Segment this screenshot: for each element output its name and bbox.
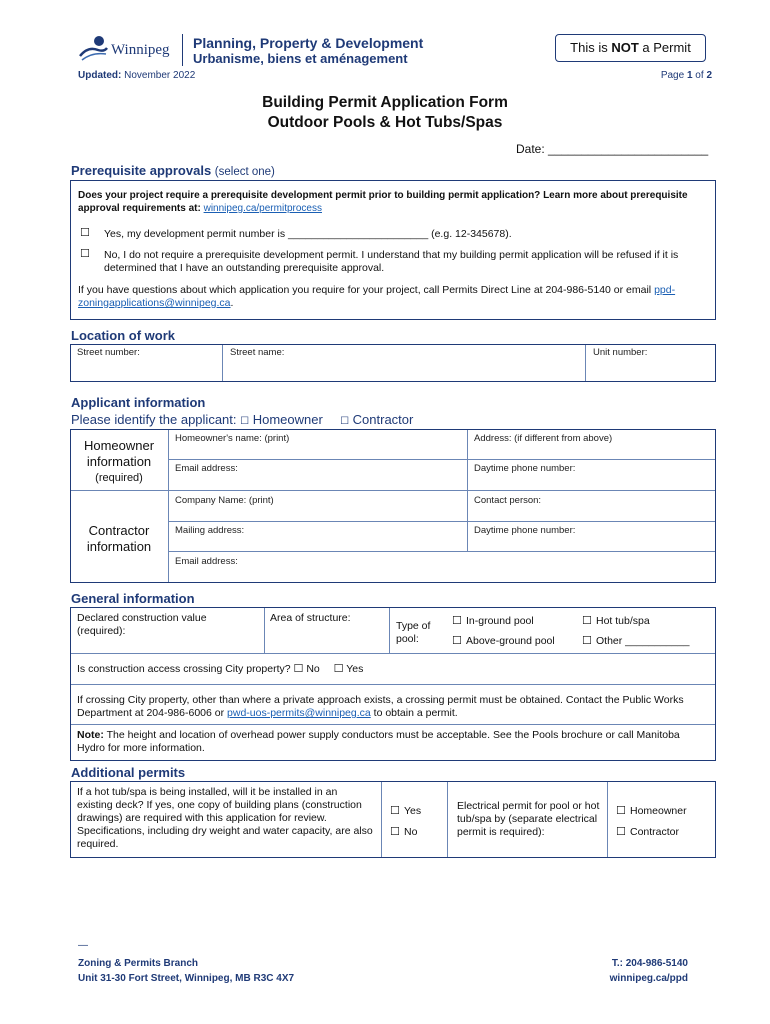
homeowner-option-label: Homeowner — [252, 412, 323, 427]
contractor-option-label: Contractor — [352, 412, 414, 427]
prereq-question — [78, 189, 710, 215]
additional-section-title: Additional permits — [71, 765, 186, 780]
homeowner-label-line1: Homeowner — [83, 438, 155, 453]
unit-number-field[interactable]: Unit number: — [593, 347, 648, 358]
prereq-questions — [78, 284, 710, 310]
page-total: 2 — [706, 70, 712, 81]
general-section-title: General information — [71, 591, 195, 606]
general-row-line-2 — [71, 684, 715, 685]
access-yes-checkbox[interactable]: ☐ — [333, 662, 344, 675]
street-number-field[interactable]: Street number: — [77, 347, 140, 358]
homeowner-required: (required) — [95, 472, 143, 484]
updated-date — [78, 70, 195, 81]
applicant-col-divider-1 — [467, 430, 468, 490]
electrical-contractor-label: Contractor — [630, 826, 680, 838]
prereq-title-note: (select one) — [214, 166, 275, 178]
homeowner-phone-field[interactable]: Daytime phone number: — [474, 463, 576, 474]
hottub-label: Hot tub/spa — [596, 615, 650, 627]
updated-value: November 2022 — [124, 70, 196, 81]
page-mid: of — [692, 70, 707, 81]
prereq-questions-end: . — [230, 297, 234, 309]
applicant-row-line-4 — [169, 551, 715, 552]
updated-label: Updated: — [78, 70, 122, 81]
homeowner-address-field[interactable]: Address: (if different from above) — [474, 433, 613, 444]
not-permit-bold: NOT — [611, 40, 639, 55]
page-pre: Page — [660, 70, 687, 81]
access-question: Is construction access crossing City property? — [77, 663, 291, 675]
aboveground-label: Above-ground pool — [466, 635, 555, 647]
contractor-email-field[interactable]: Email address: — [175, 556, 238, 567]
company-name-field[interactable]: Company Name: (print) — [175, 495, 274, 506]
general-divider-2 — [389, 608, 390, 653]
homeowner-option-checkbox[interactable]: ☐ — [240, 416, 250, 427]
inground-checkbox[interactable]: ☐ — [452, 614, 462, 627]
deck-no-checkbox[interactable]: ☐ — [390, 825, 400, 838]
electrical-homeowner-label: Homeowner — [630, 805, 687, 817]
note-label: Note: — [77, 729, 104, 741]
inground-label: In-ground pool — [466, 615, 534, 627]
deck-yes-checkbox[interactable]: ☐ — [390, 804, 400, 817]
prereq-link[interactable]: winnipeg.ca/permitprocess — [203, 203, 322, 214]
crossing-text: If crossing City property, other than where a private approach exists, a crossing permit must be obtained. Contact the Public Works Department at 204-986-6006 or — [77, 694, 684, 719]
hottub-checkbox[interactable]: ☐ — [582, 614, 592, 627]
contractor-label-line1: Contractor — [88, 523, 150, 538]
contractor-section-label — [71, 523, 167, 555]
prereq-questions-text: If you have questions about which application you require for your project, call Permits Direct Line at 204-986-5140 or email — [78, 284, 652, 296]
electrical-homeowner-checkbox[interactable]: ☐ — [616, 804, 626, 817]
other-label: Other ___________ — [596, 635, 690, 647]
not-permit-pre: This is — [570, 40, 612, 55]
aboveground-checkbox[interactable]: ☐ — [452, 634, 462, 647]
contact-person-field[interactable]: Contact person: — [474, 495, 542, 506]
footer-phone: T.: 204-986-5140 — [611, 958, 688, 969]
footer-dash: — — [78, 940, 88, 951]
footer-website[interactable]: winnipeg.ca/ppd — [609, 973, 688, 984]
footer-branch: Zoning & Permits Branch — [78, 958, 199, 969]
additional-divider-1 — [381, 782, 382, 857]
department-fr: Urbanisme, biens et aménagement — [193, 51, 408, 66]
winnipeg-logo-icon — [78, 34, 108, 62]
homeowner-name-field[interactable]: Homeowner's name: (print) — [175, 433, 290, 444]
general-row-line-1 — [71, 653, 715, 654]
header-divider — [182, 34, 183, 66]
applicant-row-line-3 — [169, 521, 715, 522]
date-field[interactable]: Date: ________________________ — [516, 142, 709, 156]
winnipeg-logo — [78, 34, 173, 64]
applicant-row-line-1 — [169, 459, 715, 460]
applicant-identify-row — [71, 412, 413, 427]
type-of-pool-label: Type of pool: — [396, 620, 431, 645]
prereq-yes-label: Yes, my development permit number is ________________________ (e.g. 12-345678). — [104, 228, 512, 240]
crossing-permit-text — [77, 694, 709, 720]
not-permit-post: a Permit — [638, 40, 691, 55]
general-divider-1 — [264, 608, 265, 653]
prereq-no-label: No, I do not require a prerequisite development permit. I understand that my building permit application will be refused if it is determined that I have an outstanding prerequisite approval. — [104, 249, 679, 274]
applicant-row-line-2 — [71, 490, 715, 491]
prereq-question-text: Does your project require a prerequisite development permit prior to building permit application? Learn more about prerequisite approval requirements at: — [78, 190, 688, 214]
crossing-email-link[interactable]: pwd-uos-permits@winnipeg.ca — [227, 707, 371, 719]
deck-yes-label: Yes — [404, 805, 422, 817]
applicant-label-divider — [168, 430, 169, 582]
access-question-row — [77, 662, 363, 676]
access-no-label: No — [306, 663, 320, 675]
applicant-section-title: Applicant information — [71, 395, 206, 410]
note-text: The height and location of overhead power supply conductors must be acceptable. See the Pools brochure or call Manitoba Hydro for more information. — [77, 729, 680, 754]
form-title: Building Permit Application Form — [262, 94, 508, 111]
area-of-structure-field[interactable]: Area of structure: — [270, 612, 351, 624]
contractor-phone-field[interactable]: Daytime phone number: — [474, 525, 576, 536]
prereq-yes-checkbox[interactable]: ☐ — [80, 226, 90, 239]
general-row-line-3 — [71, 724, 715, 725]
crossing-end: to obtain a permit. — [370, 707, 458, 719]
mailing-address-field[interactable]: Mailing address: — [175, 525, 245, 536]
form-subtitle: Outdoor Pools & Hot Tubs/Spas — [267, 114, 503, 131]
location-divider-1 — [222, 345, 223, 381]
prereq-section-title — [71, 163, 275, 178]
location-divider-2 — [585, 345, 586, 381]
homeowner-label-line2: information — [86, 454, 152, 469]
homeowner-section-label — [71, 438, 167, 486]
street-name-field[interactable]: Street name: — [230, 347, 285, 358]
page-number — [640, 70, 712, 81]
contractor-label-line2: information — [86, 539, 152, 554]
access-no-checkbox[interactable]: ☐ — [293, 662, 304, 675]
additional-divider-3 — [607, 782, 608, 857]
prereq-email-link[interactable]: ppd-zoningapplications@winnipeg.ca — [78, 284, 676, 309]
hottub-deck-text: If a hot tub/spa is being installed, will it be installed in an existing deck? If yes, one copy of building plans (construction drawings) are required with this application for review. Specifications, including dry weight and water capacity, are also required. — [77, 786, 373, 850]
prereq-no-checkbox[interactable]: ☐ — [80, 247, 90, 260]
page-current: 1 — [686, 70, 693, 81]
deck-no-label: No — [404, 826, 418, 838]
electrical-permit-text: Electrical permit for pool or hot tub/spa by (separate electrical permit is required): — [457, 800, 600, 838]
access-yes-label: Yes — [346, 663, 364, 675]
prereq-title: Prerequisite approvals — [71, 163, 212, 178]
homeowner-email-field[interactable]: Email address: — [175, 463, 238, 474]
department-en: Planning, Property & Development — [193, 35, 424, 51]
footer-address: Unit 31-30 Fort Street, Winnipeg, MB R3C 4X7 — [78, 973, 295, 984]
city-name: Winnipeg — [111, 42, 170, 58]
identify-label: Please identify the applicant: — [71, 412, 237, 427]
electrical-contractor-checkbox[interactable]: ☐ — [616, 825, 626, 838]
not-a-permit-box — [555, 34, 706, 62]
additional-divider-2 — [447, 782, 448, 857]
location-section-title: Location of work — [71, 328, 175, 343]
declared-value-field[interactable]: Declared construction value (required): — [77, 612, 207, 637]
other-checkbox[interactable]: ☐ — [582, 634, 592, 647]
contractor-option-checkbox[interactable]: ☐ — [340, 416, 350, 427]
overhead-note — [77, 729, 709, 755]
